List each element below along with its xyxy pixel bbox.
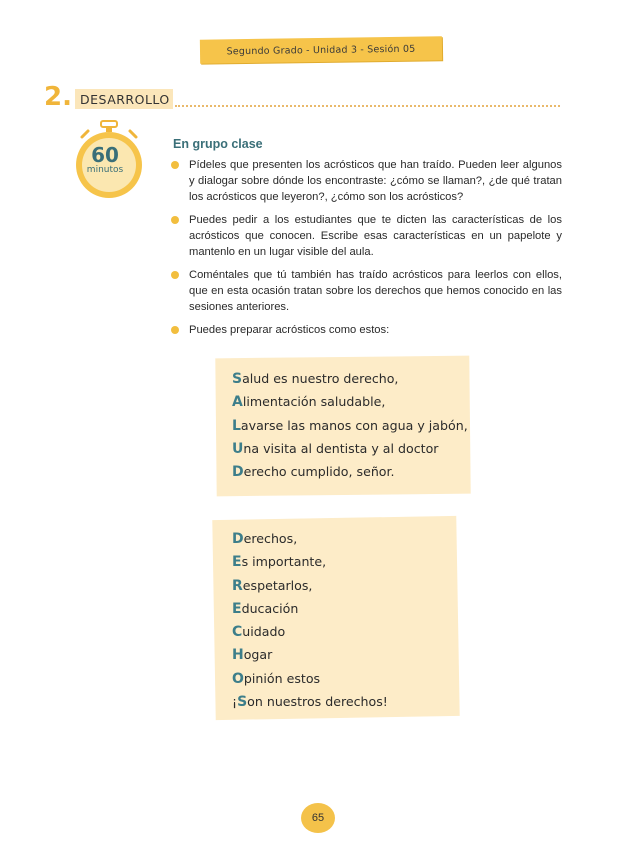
bullet-dot-icon	[171, 161, 179, 169]
instruction-list	[170, 157, 562, 345]
acrostic-initial: S	[232, 371, 243, 387]
acrostic-line	[232, 620, 388, 643]
page-number: 65	[301, 803, 335, 833]
section-divider	[175, 105, 560, 107]
acrostic-line	[232, 597, 388, 620]
subheading: En grupo clase	[173, 137, 263, 151]
header-title: Segundo Grado - Unidad 3 - Sesión 05	[226, 43, 416, 57]
acrostic-text: pinión estos	[243, 670, 321, 686]
list-item	[170, 322, 562, 338]
acrostic-initial: A	[232, 394, 243, 411]
acrostic-initial: H	[232, 647, 244, 664]
acrostic-initial: S	[237, 694, 248, 711]
acrostic-text: na visita al dentista y al doctor	[243, 440, 439, 456]
list-item-text: Puedes preparar acrósticos como estos:	[189, 324, 390, 336]
list-item	[170, 212, 562, 260]
acrostic-text: erecho cumplido, señor.	[243, 464, 395, 480]
acrostic-line	[232, 527, 388, 550]
acrostic-text: ogar	[243, 647, 273, 663]
acrostic-text: espetarlos,	[242, 577, 313, 593]
acrostic-initial: E	[232, 600, 242, 617]
timer-unit: minutos	[86, 165, 124, 175]
section-title: DESARROLLO	[75, 89, 173, 109]
acrostic-line	[232, 367, 468, 390]
list-item	[170, 157, 562, 205]
header-banner	[200, 36, 442, 63]
list-item-text: Pídeles que presenten los acrósticos que han traído. Pueden leer algunos y dialogar sobre dónde los encontraste: ¿cómo se llaman?, ¿de qué tratan los acrósticos que leyeron?, ¿cómo son los acrósticos?	[189, 159, 562, 203]
acrostic-initial: R	[232, 577, 243, 594]
acrostic-derechos	[232, 527, 388, 713]
acrostic-text: on nuestros derechos!	[247, 694, 388, 710]
acrostic-line	[232, 550, 388, 573]
bullet-dot-icon	[171, 326, 179, 334]
acrostic-line	[232, 690, 388, 713]
acrostic-initial: D	[232, 464, 244, 481]
acrostic-initial: U	[232, 440, 244, 457]
acrostic-text: alud es nuestro derecho,	[242, 371, 399, 386]
bullet-dot-icon	[171, 271, 179, 279]
acrostic-text: limentación saludable,	[242, 394, 386, 410]
list-item-text: Coméntales que tú también has traído acrósticos para leerlos con ellos, que en esta ocasión tratan sobre los derechos que hemos conocido en las sesiones anteriores.	[189, 269, 562, 313]
acrostic-line	[232, 437, 468, 460]
timer-value: 60	[91, 143, 119, 167]
acrostic-initial: O	[232, 670, 244, 687]
timer-label	[70, 145, 140, 175]
list-item-text: Puedes pedir a los estudiantes que te dicten las características de los acrósticos que conocen. Escribe esas características en un papelote y mantenlo en un lugar visible del aula.	[189, 214, 562, 258]
acrostic-line	[232, 390, 468, 413]
acrostic-initial: D	[232, 531, 244, 547]
acrostic-text: ducación	[241, 600, 299, 616]
acrostic-text: avarse las manos con agua y jabón,	[240, 417, 468, 433]
acrostic-salud	[232, 367, 468, 483]
acrostic-initial: C	[232, 624, 243, 641]
acrostic-text: uidado	[242, 624, 286, 640]
section-number: 2.	[44, 82, 72, 112]
acrostic-line	[232, 643, 388, 666]
acrostic-line	[232, 460, 468, 483]
acrostic-initial: E	[232, 554, 242, 571]
acrostic-line	[232, 414, 468, 437]
acrostic-initial: L	[232, 417, 241, 434]
bullet-dot-icon	[171, 216, 179, 224]
acrostic-prefix: ¡	[232, 694, 238, 710]
acrostic-text: erechos,	[243, 531, 298, 546]
list-item	[170, 267, 562, 315]
acrostic-line	[232, 574, 388, 597]
acrostic-text: s importante,	[241, 554, 327, 570]
acrostic-line	[232, 667, 388, 690]
